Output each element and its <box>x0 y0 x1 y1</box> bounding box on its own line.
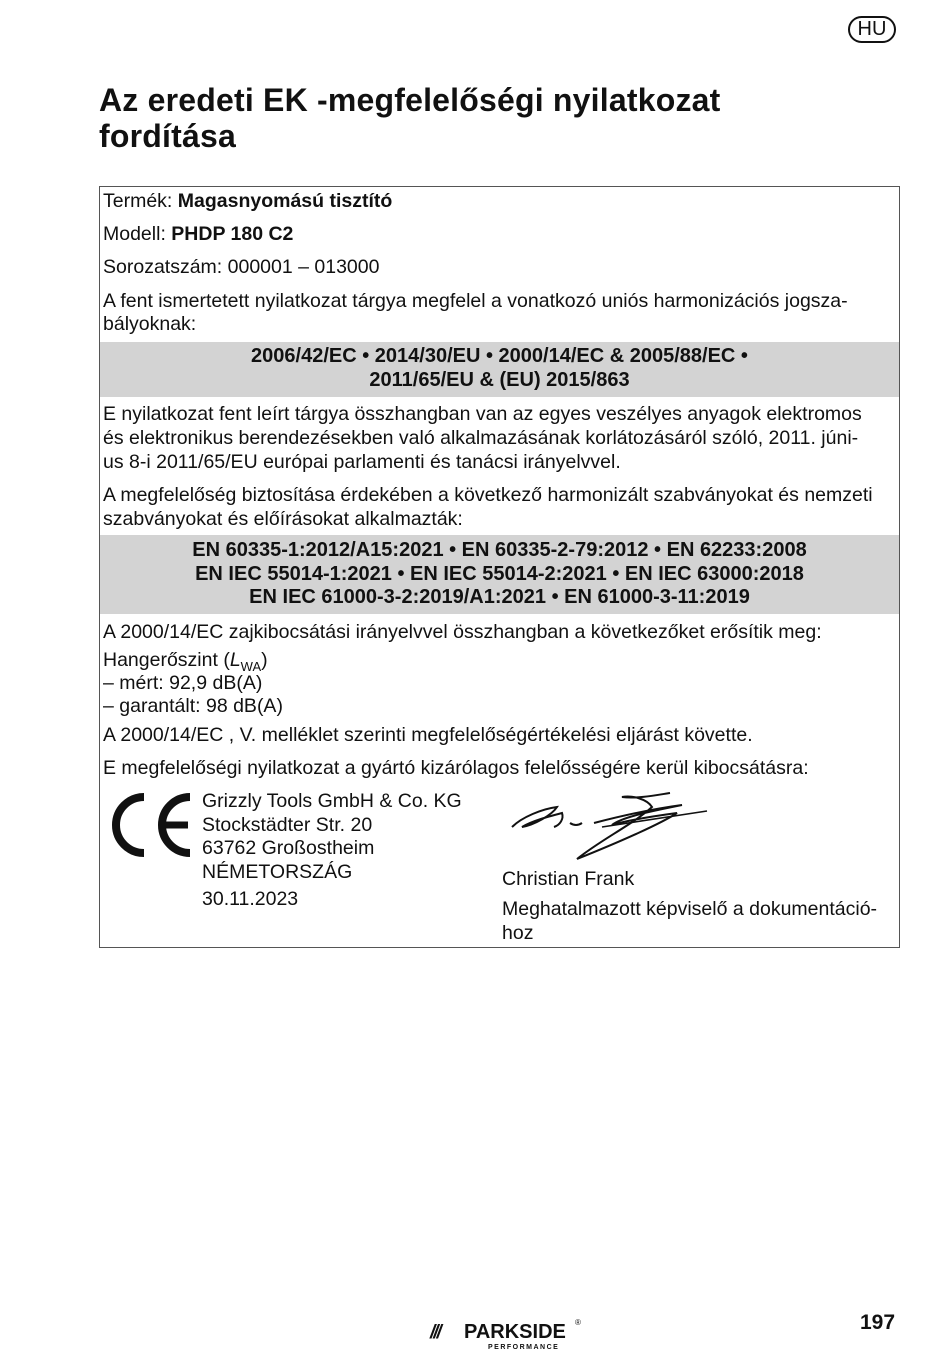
rohs-line-2: és elektronikus berendezésekben való alkalmazásának korlátozásáról szóló, 2011. júni- <box>103 427 859 449</box>
rohs-line-3: us 8-i 2011/65/EU európai parlamenti és tanácsi irányelvvel. <box>103 451 621 473</box>
signer-role-line-2: hoz <box>502 922 534 944</box>
brand-registered-mark: ® <box>575 1318 581 1327</box>
sound-power-symbol: L <box>229 649 241 671</box>
signer-role-line-1: Meghatalmazott képviselő a dokumentáció- <box>502 898 878 920</box>
company-country: NÉMETORSZÁG <box>202 860 353 883</box>
procedure-text: A 2000/14/EC , V. melléklet szerinti megfelelőségértékelési eljárást követte. <box>103 724 753 746</box>
declaration-box <box>99 186 900 948</box>
signer-name: Christian Frank <box>502 868 635 890</box>
standards-intro-line-1: A megfelelőség biztosítása érdekében a következő harmonizált szabványokat és nemzeti <box>103 484 873 506</box>
brand-name: PARKSIDE <box>464 1321 566 1343</box>
measured-level: – mért: 92,9 dB(A) <box>103 672 263 694</box>
brand-subline: PERFORMANCE <box>488 1344 560 1351</box>
title-line-1: Az eredeti EK -megfelelőségi nyilatkozat <box>99 82 721 118</box>
standards-intro-line-2: szabványokat és előírásokat alkalmazták: <box>103 508 463 530</box>
ce-mark-icon <box>102 793 194 857</box>
page-title <box>99 82 859 154</box>
company-city: 63762 Großostheim <box>202 837 375 859</box>
sound-power-label: Hangerőszint ( <box>103 649 230 671</box>
signer-role <box>502 897 898 945</box>
declaration-date: 30.11.2023 <box>202 888 299 910</box>
sound-power-subscript: WA <box>240 658 262 674</box>
signature-image <box>502 787 712 865</box>
noise-intro: A 2000/14/EC zajkibocsátási irányelvvel összhangban a következőket erősítik meg: <box>103 621 822 643</box>
product-value: Magasnyomású tisztító <box>177 190 393 212</box>
standards-line-2: EN IEC 55014-1:2021 • EN IEC 55014-2:2021 • EN IEC 63000:2018 <box>195 562 804 585</box>
directives-line-2: 2011/65/EU & (EU) 2015/863 <box>369 368 630 391</box>
product-label: Termék: <box>103 190 178 212</box>
directives-band <box>100 342 899 397</box>
language-badge: HU <box>848 16 896 43</box>
serial-number: Sorozatszám: 000001 – 013000 <box>103 256 380 278</box>
guaranteed-level: – garantált: 98 dB(A) <box>103 695 283 717</box>
intro-line-2: bályoknak: <box>103 313 197 335</box>
directives-line-1: 2006/42/EC • 2014/30/EU • 2000/14/EC & 2005/88/EC • <box>251 345 748 367</box>
brand-slashes: /// <box>430 1322 440 1343</box>
rohs-line-1: E nyilatkozat fent leírt tárgya összhangban van az egyes veszélyes anyagok elektromos <box>103 403 862 425</box>
product-line <box>103 189 392 213</box>
standards-band <box>100 535 899 614</box>
title-line-2: fordítása <box>99 118 236 154</box>
model-line <box>103 222 293 246</box>
model-value: PHDP 180 C2 <box>171 223 294 245</box>
responsibility-text: E megfelelőségi nyilatkozat a gyártó kizárólagos felelősségére kerül kibocsátásra: <box>103 757 809 779</box>
page-number: 197 <box>860 1311 896 1334</box>
company-street: Stockstädter Str. 20 <box>202 813 373 836</box>
company-name: Grizzly Tools GmbH & Co. KG <box>202 790 462 812</box>
parkside-logo <box>430 1318 590 1354</box>
model-label: Modell: <box>103 223 172 245</box>
standards-line-3: EN IEC 61000-3-2:2019/A1:2021 • EN 61000-3-11:2019 <box>249 586 750 608</box>
standards-line-1: EN 60335-1:2012/A15:2021 • EN 60335-2-79:2012 • EN 62233:2008 <box>192 539 807 561</box>
intro-line-1: A fent ismertetett nyilatkozat tárgya megfelel a vonatkozó uniós harmonizációs jogsza- <box>103 290 848 312</box>
manufacturer-address <box>202 790 462 884</box>
sound-power-close: ) <box>261 649 268 671</box>
